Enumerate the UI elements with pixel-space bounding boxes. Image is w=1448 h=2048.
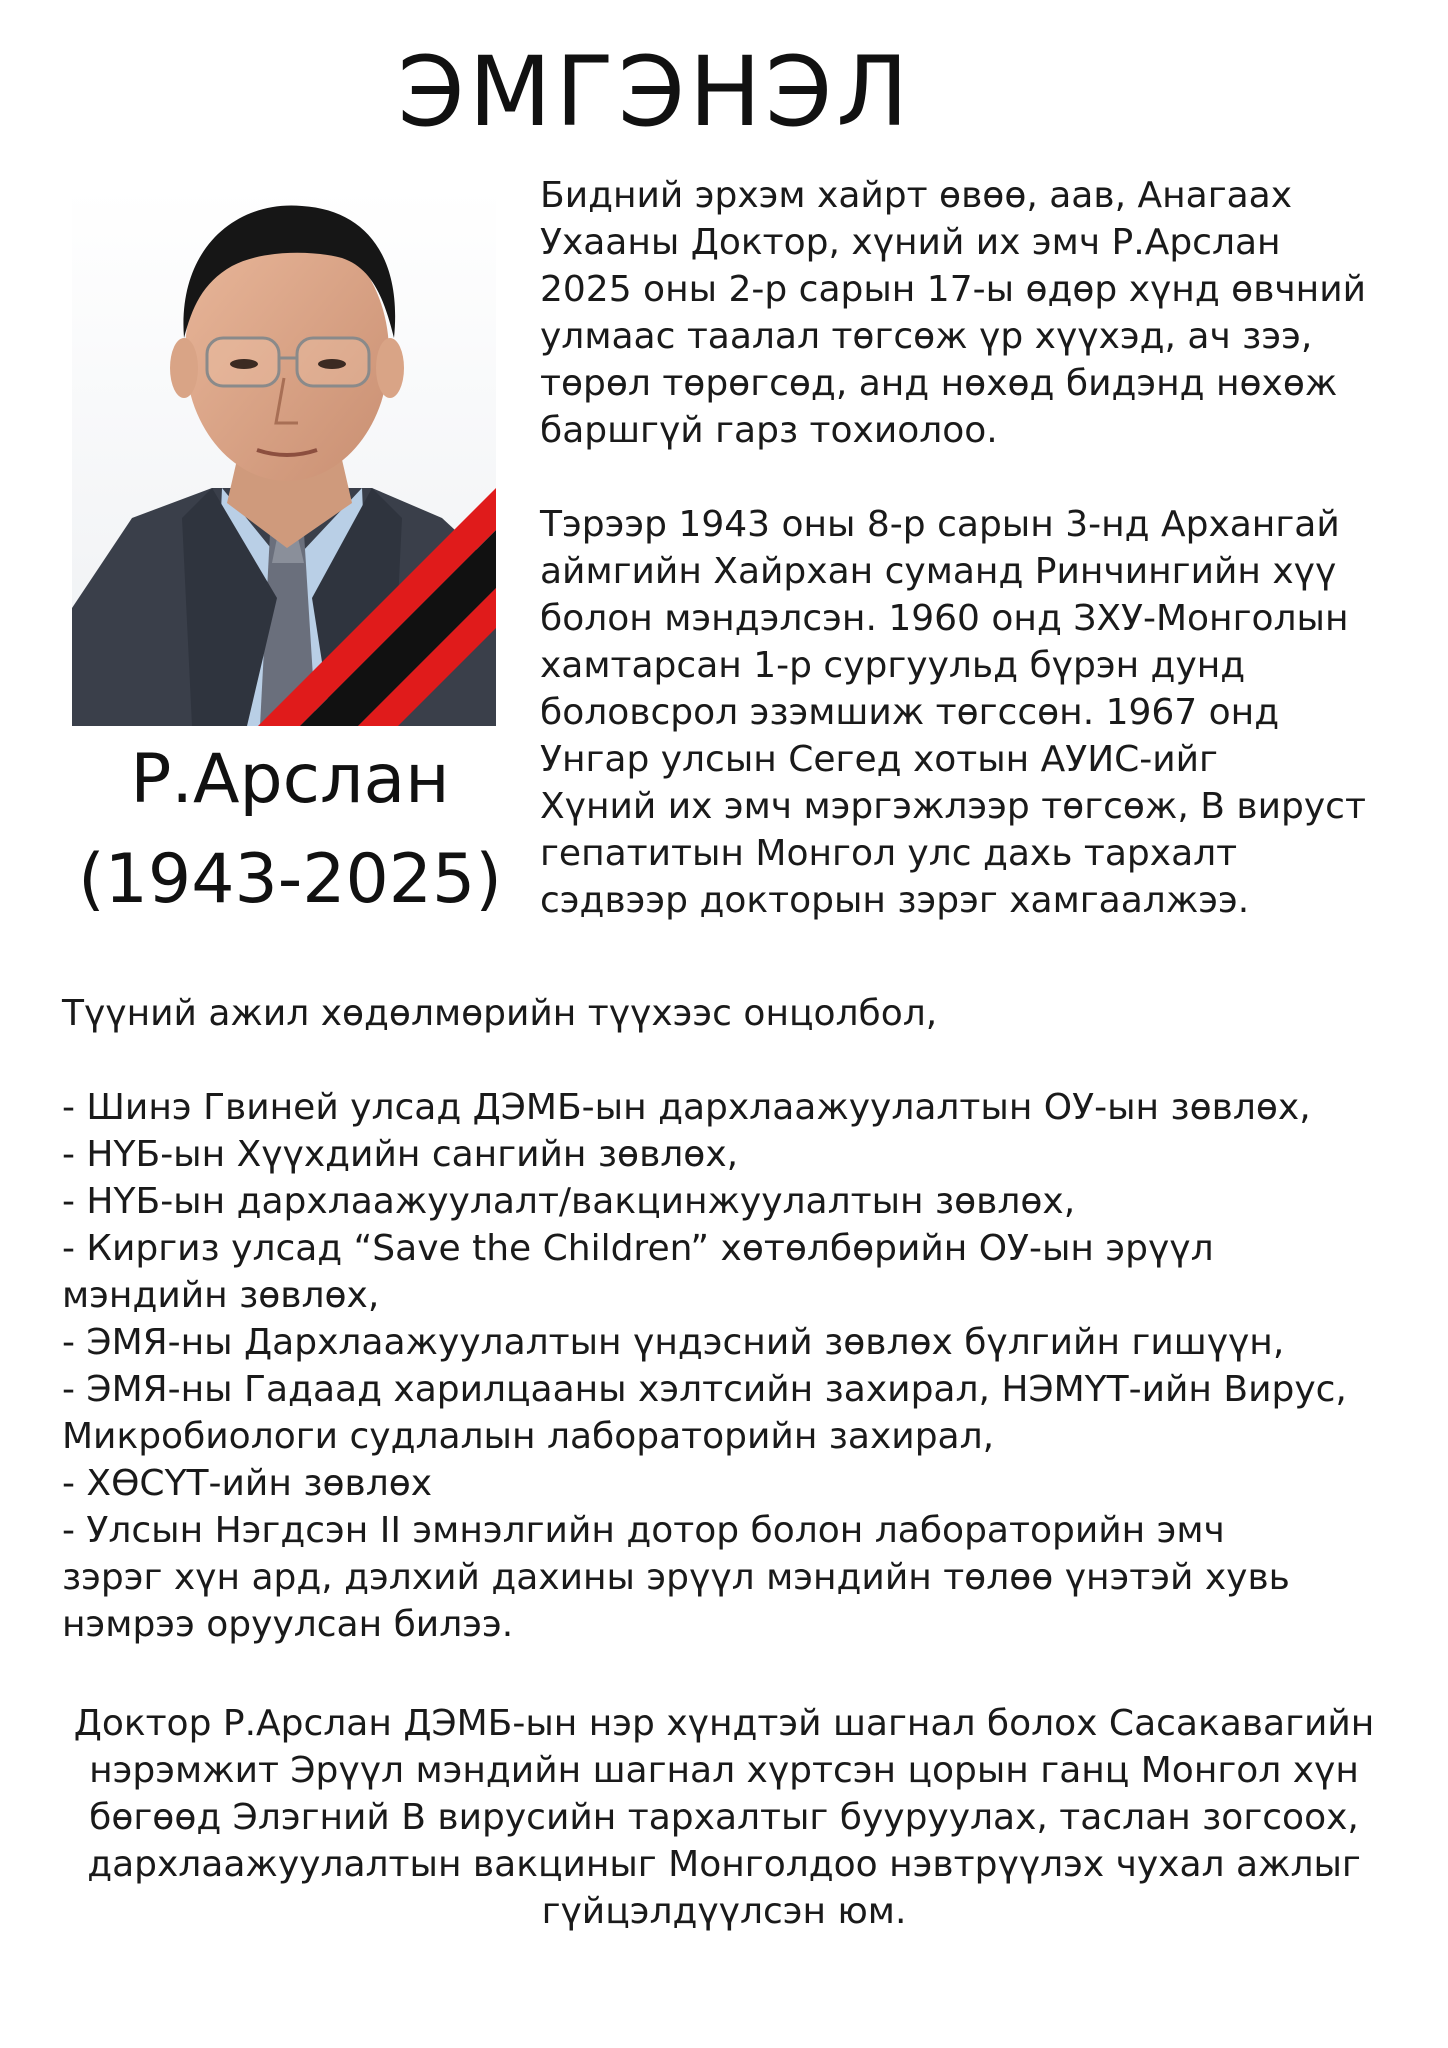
career-item: - НҮБ-ын дархлаажуулалт/вакцинжуулалтын зөвлөх, <box>62 1181 1076 1222</box>
career-item: - Улсын Нэгдсэн II эмнэлгийн дотор болон лабораторийн эмч зэрэг хүн ард, дэлхий дахины эрүүл мэндийн төлөө үнэтэй хувь нэмрээ оруулсан билээ. <box>62 1510 1290 1645</box>
career-item: - ЭМЯ-ны Гадаад харилцааны хэлтсийн захирал, НЭМҮТ-ийн Вирус, Микробиологи судлалын лабораторийн захирал, <box>62 1369 1347 1457</box>
career-item: - НҮБ-ын Хүүхдийн сангийн зөвлөх, <box>62 1134 739 1175</box>
closing-paragraph: Доктор Р.Арслан ДЭМБ-ын нэр хүндтэй шагнал болох Сасакавагийн нэрэмжит Эрүүл мэндийн шагнал хүртсэн цорын ганц Монгол хүн бөгөөд Элэгний B вирусийн тархалтыг бууруулах, таслан зогсоох, дархлаажуулалтын вакциныг Монголдоо нэвтрүүлэх чухал ажлыг гүйцэлдүүлсэн юм. <box>73 1703 1375 1932</box>
career-item: - ЭМЯ-ны Дархлаажуулалтын үндэсний зөвлөх бүлгийн гишүүн, <box>62 1322 1285 1363</box>
career-lead: Түүний ажил хөдөлмөрийн түүхээс онцолбол, <box>62 993 938 1034</box>
portrait-photo <box>72 188 496 726</box>
person-years: (1943-2025) <box>78 840 502 919</box>
portrait-illustration <box>72 188 496 726</box>
intro-paragraph-2: Тэрээр 1943 оны 8-р сарын 3-нд Архангай аймгийн Хайрхан суманд Ринчингийн хүү болон мэндэлсэн. 1960 онд ЗХУ-Монголын хамтарсан 1-р сургуульд бүрэн дунд боловсрол эзэмшиж төгссөн. 1967 онд Унгар улсын Сегед хотын АУИС-ийг Хүний их эмч мэргэжлээр төгсөж, B вируст гепатитын Монгол улс дахь тархалт сэдвээр докторын зэрэг хамгаалжээ. <box>540 504 1366 921</box>
page-title: ЭМГЭНЭЛ <box>397 36 913 148</box>
career-item: - Киргиз улсад “Save the Children” хөтөлбөрийн ОУ-ын эрүүл мэндийн зөвлөх, <box>62 1228 1214 1316</box>
intro-section <box>540 172 1440 924</box>
intro-paragraph-1: Бидний эрхэм хайрт өвөө, аав, Анагаах Ухааны Доктор, хүний их эмч Р.Арслан 2025 оны 2-р сарын 17-ы өдөр хүнд өвчний улмаас таалал төгсөж үр хүүхэд, ач зээ, төрөл төрөгсөд, анд нөхөд бидэнд нөхөж баршгүй гарз тохиолоо. <box>540 175 1367 451</box>
career-list <box>62 1084 1432 1648</box>
person-name: Р.Арслан <box>130 740 450 819</box>
career-item: - Шинэ Гвиней улсад ДЭМБ-ын дархлаажуулалтын ОУ-ын зөвлөх, <box>62 1087 1311 1128</box>
career-section <box>62 990 1432 1648</box>
career-item: - ХӨСҮТ-ийн зөвлөх <box>62 1463 433 1504</box>
